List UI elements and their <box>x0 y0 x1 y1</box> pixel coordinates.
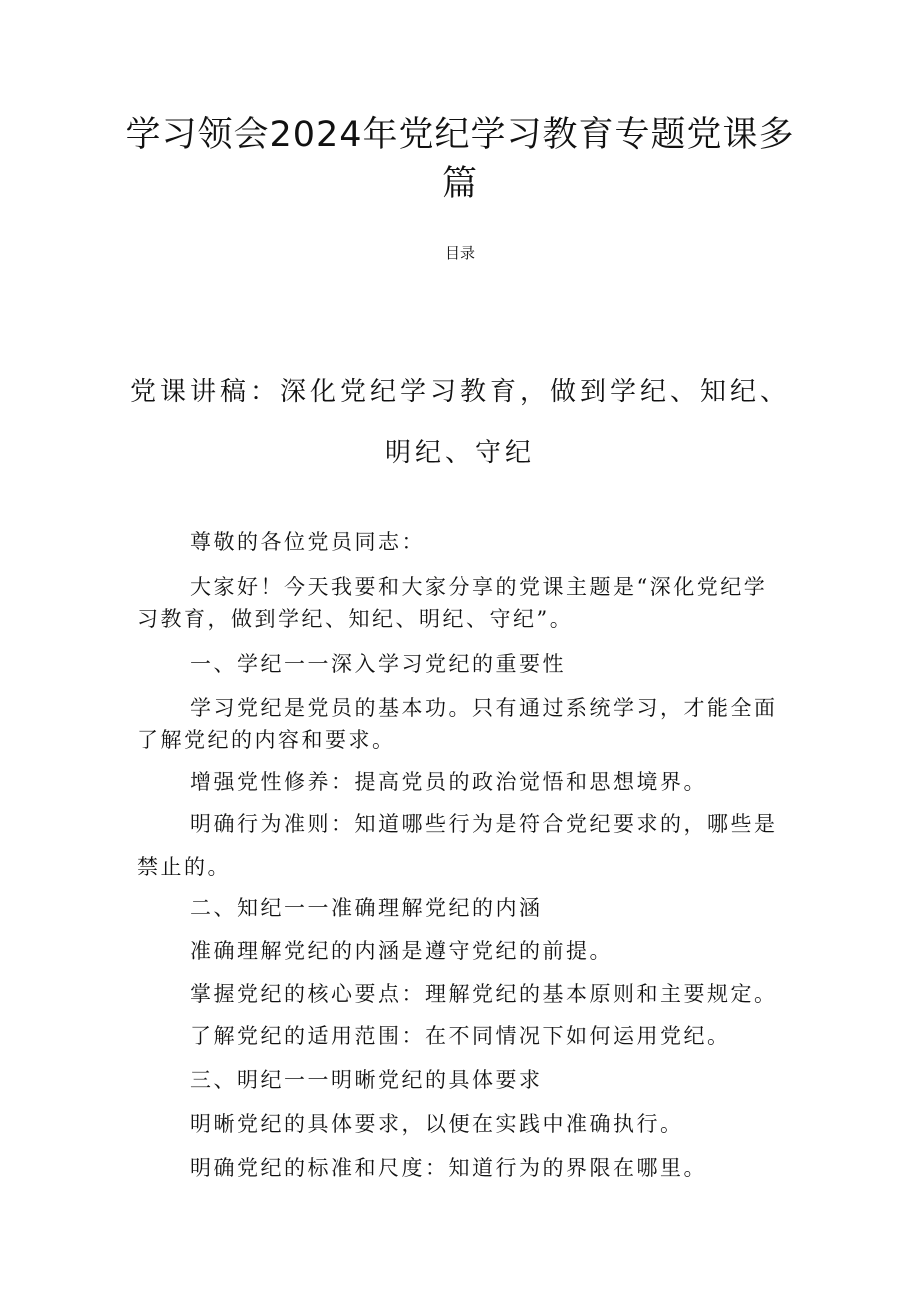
paragraph-line: 增强党性修养：提高党员的政治觉悟和思想境界。 <box>190 770 707 794</box>
paragraph-line: 明确行为准则：知道哪些行为是符合党纪要求的，哪些是 <box>190 812 778 836</box>
paragraph-line: 了解党纪的内容和要求。 <box>137 728 396 752</box>
document-title-line-1: 学习领会2024年党纪学习教育专题党课多 <box>125 115 795 155</box>
paragraph-line: 大家好！今天我要和大家分享的党课主题是“深化党纪学 <box>190 575 768 599</box>
paragraph-line: 明确党纪的标准和尺度：知道行为的界限在哪里。 <box>190 1156 707 1180</box>
section-heading-2: 二、知纪一一准确理解党纪的内涵 <box>190 896 543 920</box>
paragraph-line: 习教育，做到学纪、知纪、明纪、守纪”。 <box>137 607 574 631</box>
paragraph-line: 掌握党纪的核心要点：理解党纪的基本原则和主要规定。 <box>190 982 778 1006</box>
section-heading-3: 三、明纪一一明晰党纪的具体要求 <box>190 1068 543 1092</box>
document-title-line-2: 篇 <box>441 164 478 204</box>
paragraph-line: 学习党纪是党员的基本功。只有通过系统学习，才能全面 <box>190 696 778 720</box>
paragraph-line: 禁止的。 <box>137 855 231 879</box>
toc-label: 目录 <box>444 244 475 262</box>
salutation: 尊敬的各位党员同志： <box>190 530 425 554</box>
lecture-title-line-1: 党课讲稿：深化党纪学习教育，做到学纪、知纪、 <box>129 377 790 407</box>
paragraph-line: 明晰党纪的具体要求，以便在实践中准确执行。 <box>190 1112 684 1136</box>
paragraph-line: 了解党纪的适用范围：在不同情况下如何运用党纪。 <box>190 1024 731 1048</box>
lecture-title-line-2: 明纪、守纪 <box>384 438 535 468</box>
section-heading-1: 一、学纪一一深入学习党纪的重要性 <box>190 652 566 676</box>
paragraph-line: 准确理解党纪的内涵是遵守党纪的前提。 <box>190 939 613 963</box>
